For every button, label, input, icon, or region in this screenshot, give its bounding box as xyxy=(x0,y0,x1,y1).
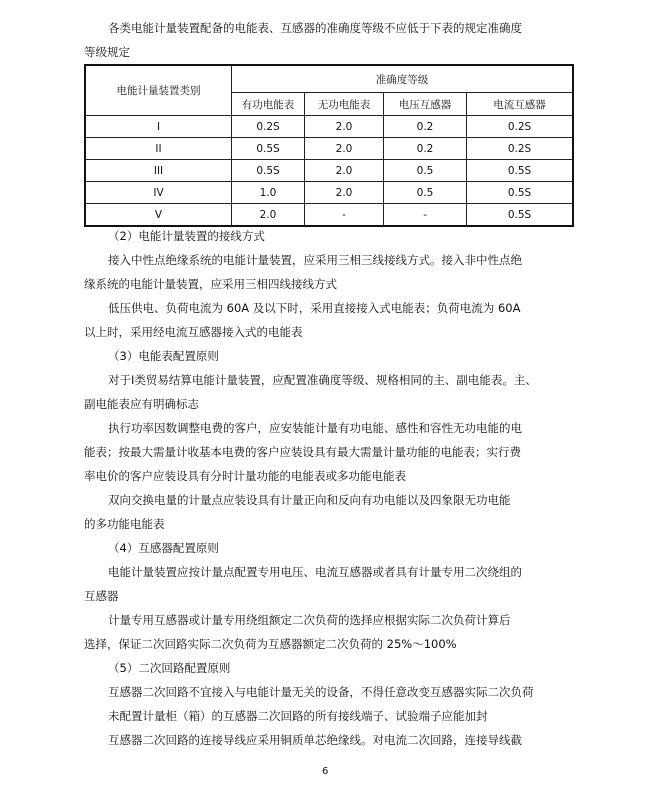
s4-p1-line-2: 互感器 xyxy=(84,589,119,603)
sub-header-reactive-meter: 无功电能表 xyxy=(305,93,384,116)
table-cell: 2.0 xyxy=(305,138,384,160)
s5-p3: 互感器二次回路的连接导线应采用铜质单芯绝缘线。对电流二次回路，连接导线截 xyxy=(108,733,522,747)
s4-p2-line-2: 选择，保证二次回路实际二次负荷为互感器额定二次负荷的 25%～100% xyxy=(84,637,457,651)
table-row xyxy=(85,204,573,227)
s5-p1: 互感器二次回路不宜接入与电能计量无关的设备，不得任意改变互感器实际二次负荷 xyxy=(108,685,534,699)
table-row xyxy=(85,160,573,182)
table-cell: 0.5 xyxy=(384,160,467,182)
sub-header-current-transformer: 电流互感器 xyxy=(467,93,574,116)
table-row xyxy=(85,116,573,138)
table-row xyxy=(85,138,573,160)
table-cell: 0.5S xyxy=(467,160,574,182)
s3-p1-line-2: 副电能表应有明确标志 xyxy=(84,397,199,411)
intro-line-1: 各类电能计量装置配备的电能表、互感器的准确度等级不应低于下表的规定准确度 xyxy=(108,21,522,35)
table-cell: - xyxy=(305,204,384,227)
table-row xyxy=(85,182,573,204)
table-cell: 0.5S xyxy=(467,182,574,204)
s3-p2-line-3: 率电价的客户应装设具有分时计量功能的电能表或多功能电能表 xyxy=(84,469,406,483)
s2-p2-line-2: 以上时，采用经电流互感器接入式的电能表 xyxy=(84,325,303,339)
s3-p3-line-1: 双向交换电量的计量点应装设具有计量正向和反向有功电能以及四象限无功电能 xyxy=(108,493,511,507)
s2-p1-line-2: 缘系统的电能计量装置，应采用三相四线接线方式 xyxy=(84,277,337,291)
intro-line-2: 等级规定 xyxy=(84,45,130,59)
table-cell: 2.0 xyxy=(305,160,384,182)
s2-p2-line-1: 低压供电、负荷电流为 60A 及以下时，采用直接接入式电能表；负荷电流为 60A xyxy=(108,301,521,315)
s3-p1-line-1: 对于Ⅰ类贸易结算电能计量装置，应配置准确度等级、规格相同的主、副电能表。主、 xyxy=(108,373,537,387)
table-cell: 2.0 xyxy=(232,204,305,227)
s3-p2-line-2: 能表；按最大需量计收基本电费的客户应装设具有最大需量计量功能的电能表；实行费 xyxy=(84,445,521,459)
section-3-heading: （3）电能表配置原则 xyxy=(108,349,219,363)
sub-header-voltage-transformer: 电压互感器 xyxy=(384,93,467,116)
table-cell: 0.5S xyxy=(467,204,574,227)
s5-p2: 未配置计量柜（箱）的互感器二次回路的所有接线端子、试验端子应能加封 xyxy=(108,709,488,723)
page-number: 6 xyxy=(322,766,329,777)
table-cell: IV xyxy=(85,182,232,204)
table-cell: 0.2S xyxy=(232,116,305,138)
table-cell: 0.5 xyxy=(384,182,467,204)
table-cell: 1.0 xyxy=(232,182,305,204)
sub-header-active-meter: 有功电能表 xyxy=(232,93,305,116)
table-cell: I xyxy=(85,116,232,138)
table-cell: 2.0 xyxy=(305,116,384,138)
accuracy-table xyxy=(84,64,574,227)
section-2-heading: （2）电能计量装置的接线方式 xyxy=(108,229,265,243)
s2-p1-line-1: 接入中性点绝缘系统的电能计量装置，应采用三相三线接线方式。接入非中性点绝 xyxy=(108,253,522,267)
table-cell: II xyxy=(85,138,232,160)
table-cell: 0.2 xyxy=(384,138,467,160)
category-header: 电能计量装置类别 xyxy=(85,65,232,116)
table-cell: 0.2S xyxy=(467,138,574,160)
table-cell: 0.2S xyxy=(467,116,574,138)
table-cell: 0.5S xyxy=(232,160,305,182)
section-4-heading: （4）互感器配置原则 xyxy=(108,541,219,555)
accuracy-header: 准确度等级 xyxy=(232,65,574,93)
table-cell: - xyxy=(384,204,467,227)
s3-p3-line-2: 的多功能电能表 xyxy=(84,517,165,531)
s3-p2-line-1: 执行功率因数调整电费的客户，应安装能计量有功电能、感性和容性无功电能的电 xyxy=(108,421,522,435)
s4-p1-line-1: 电能计量装置应按计量点配置专用电压、电流互感器或者具有计量专用二次绕组的 xyxy=(108,565,522,579)
table-cell: III xyxy=(85,160,232,182)
table-cell: 0.5S xyxy=(232,138,305,160)
section-5-heading: （5）二次回路配置原则 xyxy=(108,661,231,675)
table-cell: V xyxy=(85,204,232,227)
table-cell: 2.0 xyxy=(305,182,384,204)
s4-p2-line-1: 计量专用互感器或计量专用绕组额定二次负荷的选择应根据实际二次负荷计算后 xyxy=(108,613,511,627)
table-cell: 0.2 xyxy=(384,116,467,138)
